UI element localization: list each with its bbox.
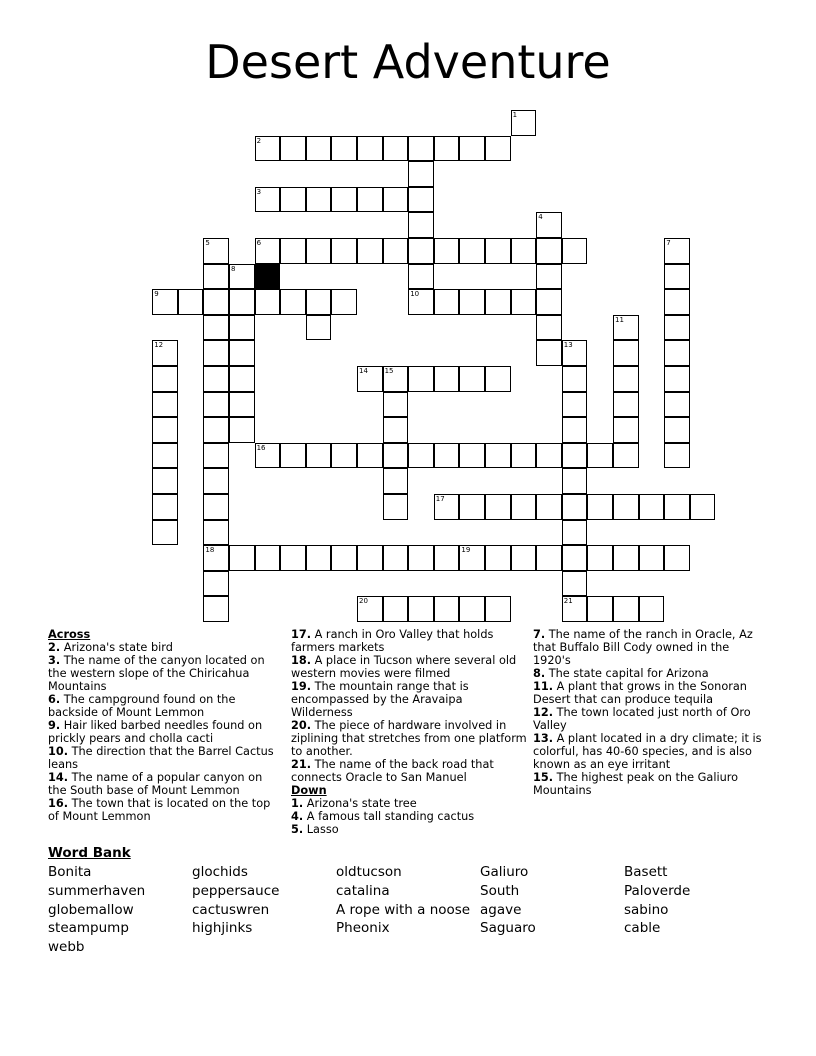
clue-text: The name of the back road that connects Oracle to San Manuel (291, 758, 494, 784)
grid-cell[interactable] (639, 494, 665, 520)
grid-cell[interactable] (203, 392, 229, 418)
black-cell (255, 264, 281, 290)
grid-cell[interactable] (536, 494, 562, 520)
clue-text: The direction that the Barrel Cactus leans (48, 745, 274, 771)
grid-cell[interactable] (255, 238, 281, 264)
clue-number: 9. (48, 719, 61, 732)
grid-cell[interactable] (408, 187, 434, 213)
grid-cell[interactable] (331, 289, 357, 315)
grid-cell[interactable] (562, 520, 588, 546)
grid-cell[interactable] (152, 494, 178, 520)
clue-number: 8 (231, 264, 236, 273)
word-bank-word: peppersauce (192, 882, 280, 899)
clue-text: The campground found on the backside of Mount Lemmon (48, 693, 236, 719)
clue-number: 19. (291, 680, 312, 693)
grid-cell[interactable] (203, 289, 229, 315)
grid-cell[interactable] (255, 187, 281, 213)
clue-number: 18. (291, 654, 312, 667)
word-bank-word: Bonita (48, 864, 92, 880)
grid-cell[interactable] (152, 443, 178, 469)
grid-cell[interactable] (229, 289, 255, 315)
grid-cell[interactable] (357, 443, 383, 469)
grid-cell[interactable] (511, 238, 537, 264)
clue-number: 10. (48, 745, 69, 758)
down-clue (291, 810, 527, 823)
grid-cell[interactable] (152, 417, 178, 443)
grid-cell[interactable] (306, 315, 332, 341)
down-clue (533, 680, 769, 706)
grid-cell[interactable] (331, 187, 357, 213)
across-clue (48, 745, 284, 771)
down-clue (533, 732, 769, 771)
grid-cell[interactable] (459, 596, 485, 622)
word-bank-word: South (480, 882, 520, 899)
grid-cell[interactable] (331, 443, 357, 469)
clue-number: 10 (410, 290, 420, 299)
grid-cell[interactable] (485, 545, 511, 571)
grid-cell[interactable] (280, 136, 306, 162)
grid-cell[interactable] (664, 289, 690, 315)
clue-text: The name of the canyon located on the western slope of the Chiricahua Mountains (48, 654, 265, 693)
down-clues-column-3 (533, 628, 769, 797)
grid-cell[interactable] (280, 443, 306, 469)
word-bank-word: Paloverde (624, 882, 691, 899)
clue-text: The mountain range that is encompassed by the Aravaipa Wilderness (291, 680, 469, 719)
clue-text: A plant that grows in the Sonoran Desert that can produce tequila (533, 680, 747, 706)
grid-cell[interactable] (613, 392, 639, 418)
grid-cell[interactable] (229, 366, 255, 392)
grid-cell[interactable] (306, 187, 332, 213)
grid-cell[interactable] (434, 494, 460, 520)
clue-number: 6 (256, 239, 262, 247)
clue-number: 17 (435, 495, 445, 503)
grid-cell[interactable] (485, 289, 511, 315)
grid-cell[interactable] (357, 545, 383, 571)
clue-text: A place in Tucson where several old western movies were filmed (291, 654, 517, 680)
grid-cell[interactable] (408, 596, 434, 622)
grid-cell[interactable] (664, 315, 690, 341)
grid-cell[interactable] (203, 315, 229, 341)
word-bank-word: Pheonix (336, 920, 390, 937)
grid-cell[interactable] (383, 238, 409, 264)
clue-number: 13. (533, 732, 554, 745)
clue-number: 15. (533, 771, 554, 784)
clue-number: 1 (512, 111, 518, 119)
clue-number: 3. (48, 654, 61, 667)
across-heading: Across (48, 628, 91, 641)
grid-cell[interactable] (408, 161, 434, 187)
across-clue (48, 654, 284, 693)
clue-text: The highest peak on the Galiuro Mountains (533, 771, 739, 797)
down-clue (291, 823, 527, 836)
grid-cell[interactable] (383, 468, 409, 494)
down-clue (533, 628, 769, 667)
grid-cell[interactable] (459, 238, 485, 264)
grid-cell[interactable] (459, 366, 485, 392)
grid-cell[interactable] (664, 340, 690, 366)
grid-cell[interactable] (255, 443, 281, 469)
grid-cell[interactable] (357, 596, 383, 622)
grid-cell[interactable] (306, 289, 332, 315)
grid-cell[interactable] (178, 289, 204, 315)
grid-cell[interactable] (408, 238, 434, 264)
grid-cell[interactable] (562, 571, 588, 597)
word-bank-word: Saguaro (480, 920, 536, 937)
across-clue (48, 693, 284, 719)
clue-number: 7 (666, 239, 671, 247)
grid-cell[interactable] (255, 289, 281, 315)
word-bank-word: glochids (192, 864, 248, 880)
grid-cell[interactable] (408, 289, 434, 315)
grid-cell[interactable] (383, 443, 409, 469)
grid-cell[interactable] (485, 238, 511, 264)
clue-number: 14 (359, 367, 368, 375)
grid-cell[interactable] (203, 340, 229, 366)
grid-cell[interactable] (383, 187, 409, 213)
across-clues-column-1 (48, 628, 284, 823)
clue-number: 2 (256, 136, 262, 145)
grid-cell[interactable] (613, 315, 639, 341)
grid-cell[interactable] (459, 443, 485, 469)
grid-cell[interactable] (511, 110, 537, 136)
clue-number: 16 (256, 443, 266, 452)
grid-cell[interactable] (562, 468, 588, 494)
clue-number: 1. (291, 797, 304, 810)
grid-cell[interactable] (203, 443, 229, 469)
word-bank-word: oldtucson (336, 864, 402, 880)
grid-cell[interactable] (434, 596, 460, 622)
grid-cell[interactable] (383, 596, 409, 622)
clue-number: 9 (154, 290, 159, 299)
grid-cell[interactable] (357, 238, 383, 264)
grid-cell[interactable] (485, 366, 511, 392)
clue-number: 7. (533, 628, 546, 641)
grid-cell[interactable] (383, 545, 409, 571)
clues-column-2 (291, 628, 527, 836)
grid-cell[interactable] (485, 136, 511, 162)
grid-cell[interactable] (203, 417, 229, 443)
clue-text: Hair liked barbed needles found on prickly pears and cholla cacti (48, 719, 263, 745)
grid-cell[interactable] (280, 545, 306, 571)
across-clue (291, 680, 527, 719)
grid-cell[interactable] (459, 494, 485, 520)
grid-cell[interactable] (306, 238, 332, 264)
page-title: Desert Adventure (205, 35, 611, 89)
clue-text: Arizona's state bird (60, 641, 173, 654)
clue-text: A ranch in Oro Valley that holds farmers markets (291, 628, 494, 654)
grid-cell[interactable] (587, 545, 613, 571)
down-clue (533, 771, 769, 797)
down-heading: Down (291, 784, 327, 797)
clue-text: The state capital for Arizona (545, 667, 709, 680)
grid-cell[interactable] (331, 238, 357, 264)
grid-cell[interactable] (664, 545, 690, 571)
word-bank-heading: Word Bank (48, 845, 131, 861)
grid-cell[interactable] (664, 417, 690, 443)
grid-cell[interactable] (280, 289, 306, 315)
grid-cell[interactable] (203, 545, 229, 571)
grid-cell[interactable] (536, 443, 562, 469)
clue-number: 16. (48, 797, 69, 810)
across-clue (291, 628, 527, 654)
word-bank-word: webb (48, 939, 85, 956)
grid-cell[interactable] (434, 136, 460, 162)
grid-cell[interactable] (511, 289, 537, 315)
grid-cell[interactable] (383, 136, 409, 162)
grid-cell[interactable] (485, 596, 511, 622)
clue-text: The name of the ranch in Oracle, Az that Buffalo Bill Cody owned in the 1920's (533, 628, 753, 667)
grid-cell[interactable] (255, 545, 281, 571)
grid-cell[interactable] (203, 264, 229, 290)
clue-number: 21. (291, 758, 312, 771)
grid-cell[interactable] (152, 366, 178, 392)
clue-number: 11 (615, 315, 624, 324)
grid-cell[interactable] (434, 289, 460, 315)
grid-cell[interactable] (485, 494, 511, 520)
clue-number: 20. (291, 719, 312, 732)
grid-cell[interactable] (434, 238, 460, 264)
word-bank-word: Galiuro (480, 864, 529, 880)
clue-number: 21 (563, 597, 573, 606)
grid-cell[interactable] (613, 417, 639, 443)
grid-cell[interactable] (229, 340, 255, 366)
grid-cell[interactable] (408, 212, 434, 238)
grid-cell[interactable] (639, 596, 665, 622)
clue-number: 6. (48, 693, 61, 706)
down-clue (533, 667, 769, 680)
clue-number: 20 (359, 597, 368, 606)
grid-cell[interactable] (152, 520, 178, 546)
clue-number: 4 (538, 213, 543, 222)
grid-cell[interactable] (459, 289, 485, 315)
grid-cell[interactable] (664, 366, 690, 392)
clue-text: A famous tall standing cactus (303, 810, 475, 823)
grid-cell[interactable] (562, 545, 588, 571)
grid-cell[interactable] (152, 392, 178, 418)
clue-number: 11. (533, 680, 554, 693)
grid-cell[interactable] (203, 468, 229, 494)
grid-cell[interactable] (511, 443, 537, 469)
grid-cell[interactable] (408, 136, 434, 162)
grid-cell[interactable] (408, 366, 434, 392)
grid-cell[interactable] (562, 417, 588, 443)
grid-cell[interactable] (408, 545, 434, 571)
grid-cell[interactable] (408, 443, 434, 469)
word-bank-word: globemallow (48, 901, 134, 918)
across-clue (291, 758, 527, 784)
across-clue (48, 641, 284, 654)
clue-text: The town that is located on the top of Mount Lemmon (48, 797, 271, 823)
grid-cell[interactable] (306, 443, 332, 469)
grid-cell[interactable] (434, 443, 460, 469)
grid-cell[interactable] (536, 264, 562, 290)
clue-text: The piece of hardware involved in ziplining that stretches from one platform to another. (291, 719, 527, 758)
clue-number: 18 (205, 546, 215, 555)
grid-cell[interactable] (152, 289, 178, 315)
word-bank-word: agave (480, 901, 522, 918)
grid-cell[interactable] (536, 340, 562, 366)
across-clue (291, 654, 527, 680)
word-bank-word: cactuswren (192, 901, 270, 918)
grid-cell[interactable] (408, 264, 434, 290)
grid-cell[interactable] (562, 366, 588, 392)
grid-cell[interactable] (229, 545, 255, 571)
across-clue (48, 797, 284, 823)
grid-cell[interactable] (664, 238, 690, 264)
grid-cell[interactable] (562, 494, 588, 520)
word-bank-word: cable (624, 920, 661, 937)
clue-number: 14. (48, 771, 69, 784)
grid-cell[interactable] (459, 545, 485, 571)
grid-cell[interactable] (536, 545, 562, 571)
grid-cell[interactable] (613, 443, 639, 469)
grid-cell[interactable] (383, 366, 409, 392)
clue-number: 4. (291, 810, 304, 823)
clue-number: 15 (384, 367, 394, 375)
clue-number: 2. (48, 641, 61, 654)
grid-cell[interactable] (383, 494, 409, 520)
clue-number: 12. (533, 706, 554, 719)
grid-cell[interactable] (511, 494, 537, 520)
clue-number: 19 (461, 546, 471, 555)
grid-cell[interactable] (229, 417, 255, 443)
grid-cell[interactable] (357, 136, 383, 162)
grid-cell[interactable] (587, 443, 613, 469)
grid-cell[interactable] (357, 187, 383, 213)
grid-cell[interactable] (229, 392, 255, 418)
clue-number: 3 (256, 187, 262, 196)
word-bank-word: A rope with a noose (336, 901, 471, 918)
grid-cell[interactable] (562, 238, 588, 264)
word-bank-word: Basett (624, 864, 668, 880)
grid-cell[interactable] (203, 366, 229, 392)
grid-cell[interactable] (459, 136, 485, 162)
clue-text: The name of a popular canyon on the South base of Mount Lemmon (48, 771, 263, 797)
clue-text: Lasso (303, 823, 339, 836)
grid-cell[interactable] (587, 494, 613, 520)
grid-cell[interactable] (562, 340, 588, 366)
grid-cell[interactable] (331, 545, 357, 571)
grid-cell[interactable] (562, 392, 588, 418)
clue-number: 8. (533, 667, 546, 680)
clue-number: 12 (154, 341, 164, 350)
grid-cell[interactable] (536, 315, 562, 341)
grid-cell[interactable] (306, 136, 332, 162)
word-bank-word: summerhaven (48, 882, 146, 899)
down-clue (291, 797, 527, 810)
word-bank-word: sabino (624, 901, 669, 918)
grid-cell[interactable] (255, 136, 281, 162)
clue-text: A plant located in a dry climate; it is colorful, has 40-60 species, and is also known as an eye irritant (533, 732, 762, 771)
across-clue (291, 719, 527, 758)
grid-cell[interactable] (229, 264, 255, 290)
clue-text: Arizona's state tree (303, 797, 417, 810)
across-clue (48, 771, 284, 797)
word-bank-word: steampump (48, 920, 129, 937)
grid-cell[interactable] (613, 545, 639, 571)
grid-cell[interactable] (357, 366, 383, 392)
grid-cell[interactable] (280, 187, 306, 213)
grid-cell[interactable] (383, 392, 409, 418)
clue-text: The town located just north of Oro Valley (533, 706, 751, 732)
word-bank-word: highjinks (192, 920, 253, 937)
grid-cell[interactable] (562, 596, 588, 622)
grid-cell[interactable] (536, 212, 562, 238)
grid-cell[interactable] (383, 417, 409, 443)
grid-cell[interactable] (690, 494, 716, 520)
grid-cell[interactable] (664, 443, 690, 469)
grid-cell[interactable] (587, 596, 613, 622)
grid-cell[interactable] (536, 289, 562, 315)
grid-cell[interactable] (434, 545, 460, 571)
grid-cell[interactable] (536, 238, 562, 264)
grid-cell[interactable] (280, 238, 306, 264)
word-bank-word: catalina (336, 882, 390, 899)
grid-cell[interactable] (664, 392, 690, 418)
grid-cell[interactable] (664, 264, 690, 290)
grid-cell[interactable] (203, 494, 229, 520)
grid-cell[interactable] (613, 596, 639, 622)
grid-cell[interactable] (203, 596, 229, 622)
clue-number: 17. (291, 628, 312, 641)
clue-number: 13 (563, 341, 573, 350)
across-clue (48, 719, 284, 745)
down-clue (533, 706, 769, 732)
grid-cell[interactable] (306, 545, 332, 571)
grid-cell[interactable] (434, 366, 460, 392)
grid-cell[interactable] (152, 340, 178, 366)
grid-cell[interactable] (485, 443, 511, 469)
grid-cell[interactable] (562, 443, 588, 469)
grid-cell[interactable] (613, 340, 639, 366)
grid-cell[interactable] (203, 520, 229, 546)
clue-number: 5. (291, 823, 304, 836)
grid-cell[interactable] (613, 494, 639, 520)
grid-cell[interactable] (152, 468, 178, 494)
grid-cell[interactable] (331, 136, 357, 162)
grid-cell[interactable] (203, 571, 229, 597)
grid-cell[interactable] (511, 545, 537, 571)
grid-cell[interactable] (203, 238, 229, 264)
grid-cell[interactable] (229, 315, 255, 341)
grid-cell[interactable] (664, 494, 690, 520)
grid-cell[interactable] (639, 545, 665, 571)
grid-cell[interactable] (613, 366, 639, 392)
clue-number: 5 (205, 239, 210, 247)
